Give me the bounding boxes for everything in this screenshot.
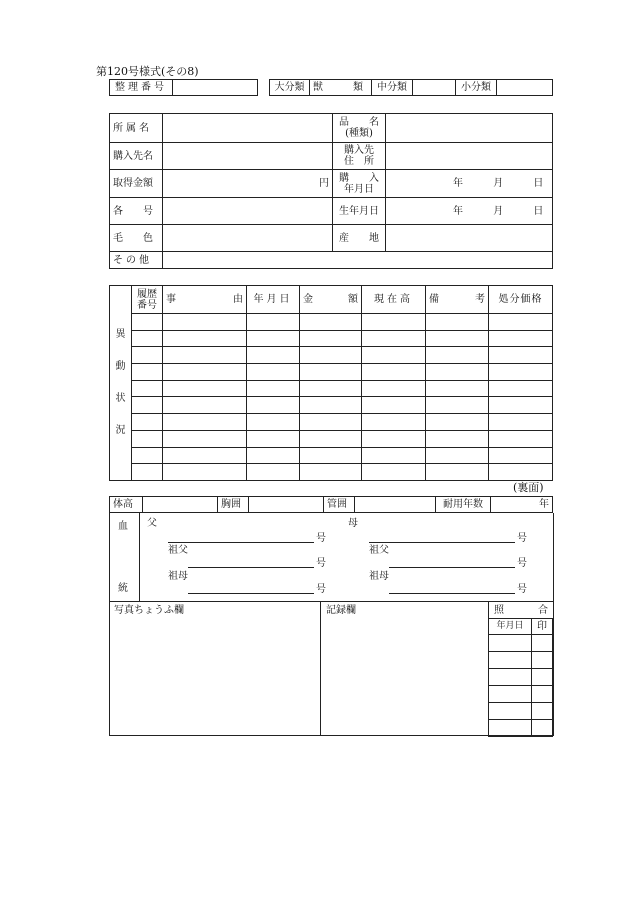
sanchi-input[interactable] (386, 225, 553, 252)
table-row (110, 430, 553, 447)
table-row (110, 364, 553, 381)
table-row (110, 347, 553, 364)
hinmei-label (333, 114, 386, 143)
sofu-label-2: 祖父 (369, 545, 389, 556)
table-row (489, 669, 553, 686)
photo-label: 写真ちょうふ欄 (114, 605, 184, 616)
col-rireki (132, 286, 163, 314)
col-jiyu-a: 事 (166, 294, 176, 305)
mother-label: 母 (348, 518, 358, 529)
shobunrui-label: 小分類 (456, 80, 497, 96)
seiri-bango-table (109, 79, 258, 96)
ketto-char-1: 血 (118, 521, 128, 532)
shutoku-kingaku-input[interactable] (163, 170, 333, 198)
table-row (110, 464, 553, 481)
col-jiyu-b: 由 (233, 294, 243, 305)
taiko-label: 体高 (110, 497, 143, 513)
table-row (110, 447, 553, 464)
kakugo-input[interactable] (163, 198, 333, 225)
konyusaki-mei-input[interactable] (163, 143, 333, 170)
chubunrui-input[interactable] (413, 80, 456, 96)
table-row (489, 686, 553, 703)
table-row (110, 330, 553, 347)
sofu-go-1: 号 (316, 558, 326, 569)
measure-table (109, 496, 553, 513)
seinengappi-label: 生年月日 (333, 198, 386, 225)
side-char-3: 状 (115, 392, 126, 404)
konyusaki-mei-label: 購入先名 (110, 143, 163, 170)
sonota-label: その他 (110, 252, 163, 269)
table-row (489, 703, 553, 720)
seinen-month: 月 (493, 205, 504, 217)
col-rireki-1: 履歴 (137, 288, 157, 300)
nen-unit: 年 (539, 499, 549, 510)
shozoku-input[interactable] (163, 114, 333, 143)
konyu-ymd-label-2: 年月日 (344, 183, 374, 195)
shutoku-kingaku-label: 取得金額 (110, 170, 163, 198)
col-biko-b: 考 (475, 294, 485, 305)
sobo-go-2: 号 (517, 584, 527, 595)
kani-input[interactable] (355, 497, 436, 513)
col-biko-a: 備 (429, 294, 439, 305)
table-row (489, 720, 553, 737)
father-go: 号 (316, 533, 326, 544)
shogo-in-label: 印 (532, 619, 553, 635)
konyusaki-jusho-label (333, 143, 386, 170)
konyusaki-jusho-input[interactable] (386, 143, 553, 170)
taiko-input[interactable] (143, 497, 218, 513)
sobo-line-2[interactable] (389, 593, 515, 594)
konyu-day: 日 (533, 178, 544, 189)
father-label: 父 (147, 518, 157, 529)
col-kingaku-b: 額 (348, 294, 358, 305)
father-line[interactable] (168, 542, 314, 543)
konyu-month: 月 (493, 178, 504, 189)
seinengappi-input[interactable] (386, 198, 553, 225)
bottom-top-line (109, 601, 552, 602)
konyusaki-jusho-label-2: 住 所 (344, 156, 374, 167)
table-row (110, 397, 553, 414)
konyu-year: 年 (453, 178, 463, 189)
col-jiyu (163, 286, 247, 314)
shogo-label-b: 合 (538, 605, 548, 616)
shozoku-label: 所属名 (110, 114, 163, 143)
kyoi-input[interactable] (249, 497, 324, 513)
kyoi-label: 胸囲 (218, 497, 249, 513)
col-shobun: 処分価格 (489, 286, 553, 314)
ketto-box (109, 513, 554, 602)
shogo-label-a: 照 (494, 605, 504, 616)
keshoku-input[interactable] (163, 225, 333, 252)
taiyo-label: 耐用年数 (436, 497, 491, 513)
sonota-input[interactable] (163, 252, 553, 269)
bunrui-table (269, 79, 553, 96)
col-rireki-2: 番号 (137, 299, 157, 311)
konyusaki-jusho-label-1: 購入先 (344, 145, 374, 156)
konyu-ymd-input[interactable] (386, 170, 553, 198)
keshoku-label: 毛 色 (110, 225, 163, 252)
col-genzaidaka: 現在高 (362, 286, 426, 314)
sobo-go-1: 号 (316, 584, 326, 595)
sofu-line-1[interactable] (188, 567, 314, 568)
konyu-ymd-label-1: 購 入 (339, 172, 379, 184)
seiri-bango-input[interactable] (173, 80, 258, 96)
shobunrui-input[interactable] (497, 80, 553, 96)
record-area[interactable] (321, 618, 487, 734)
table-row (110, 314, 553, 331)
yen-unit: 円 (319, 178, 329, 189)
daibunrui-value: 獣 類 (310, 80, 372, 96)
ketto-char-2: 統 (118, 583, 128, 594)
mother-line[interactable] (369, 542, 515, 543)
movement-table (109, 285, 553, 481)
col-kingaku (300, 286, 362, 314)
hinmei-label-1: 品 名 (339, 117, 379, 128)
kakugo-label: 各 号 (110, 198, 163, 225)
shogo-table (488, 618, 553, 737)
info-table (109, 113, 553, 269)
seinen-year: 年 (453, 205, 463, 217)
ido-jokyo-side-label (110, 286, 132, 481)
side-char-1: 異 (115, 328, 126, 340)
record-label: 記録欄 (326, 605, 356, 616)
taiyo-input[interactable] (491, 497, 553, 513)
mother-go: 号 (517, 533, 527, 544)
table-row (489, 652, 553, 669)
sofu-label-1: 祖父 (168, 545, 188, 556)
sobo-label-1: 祖母 (168, 571, 188, 582)
col-ymd: 年月日 (247, 286, 300, 314)
ketto-divider (139, 513, 140, 601)
table-row (110, 380, 553, 397)
form-title: 第120号様式(その8) (96, 65, 199, 78)
side-char-4: 況 (115, 424, 126, 436)
table-row (489, 635, 553, 652)
sobo-label-2: 祖母 (369, 571, 389, 582)
col-kingaku-a: 金 (303, 294, 313, 305)
sofu-go-2: 号 (517, 558, 527, 569)
table-row (110, 414, 553, 431)
sanchi-label: 産 地 (333, 225, 386, 252)
kani-label: 管囲 (324, 497, 355, 513)
sobo-line-1[interactable] (188, 593, 314, 594)
side-char-2: 動 (115, 360, 126, 372)
seinen-day: 日 (533, 205, 544, 217)
back-side-label: (裏面) (513, 481, 544, 494)
hinmei-label-2: (種類) (345, 128, 373, 139)
konyu-ymd-label (333, 170, 386, 198)
sofu-line-2[interactable] (389, 567, 515, 568)
chubunrui-label: 中分類 (372, 80, 413, 96)
seiri-bango-label: 整理番号 (110, 80, 173, 96)
hinmei-input[interactable] (386, 114, 553, 143)
daibunrui-label: 大分類 (270, 80, 310, 96)
col-biko (426, 286, 489, 314)
photo-area[interactable] (110, 618, 319, 734)
shogo-ymd-label: 年月日 (489, 619, 532, 635)
